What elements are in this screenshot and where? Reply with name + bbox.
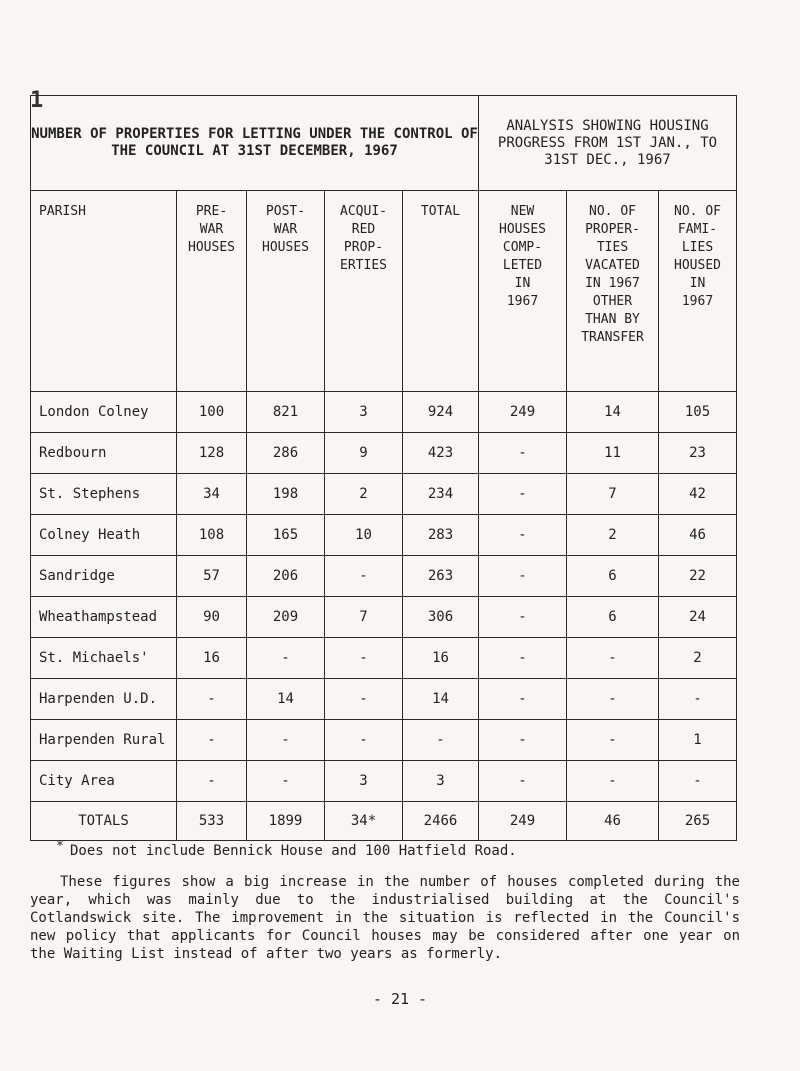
- table-cell: -: [479, 679, 567, 720]
- table-cell: 90: [177, 597, 247, 638]
- table-row: [31, 679, 737, 720]
- table-cell: -: [567, 679, 659, 720]
- table-cell: 286: [247, 433, 325, 474]
- table-cell: -: [659, 679, 737, 720]
- parish-name: Harpenden Rural: [31, 720, 177, 761]
- table-cell: 306: [403, 597, 479, 638]
- page-number: - 21 -: [372, 990, 428, 1008]
- table-cell: 2: [659, 638, 737, 679]
- col-new-houses: NEW HOUSES COMP- LETED IN 1967: [479, 191, 567, 392]
- totals-cell: 533: [177, 802, 247, 841]
- parish-name: Sandridge: [31, 556, 177, 597]
- table-cell: -: [177, 679, 247, 720]
- table-cell: 23: [659, 433, 737, 474]
- parish-name: City Area: [31, 761, 177, 802]
- table-cell: 423: [403, 433, 479, 474]
- parish-name: Redbourn: [31, 433, 177, 474]
- table-cell: 46: [659, 515, 737, 556]
- table-cell: 198: [247, 474, 325, 515]
- totals-label: TOTALS: [31, 802, 177, 841]
- footnote-marker: *: [56, 839, 64, 854]
- col-pre-war: PRE- WAR HOUSES: [177, 191, 247, 392]
- table-cell: 263: [403, 556, 479, 597]
- totals-cell: 34*: [325, 802, 403, 841]
- table-cell: 16: [403, 638, 479, 679]
- table-cell: 9: [325, 433, 403, 474]
- totals-cell: 46: [567, 802, 659, 841]
- table-cell: 16: [177, 638, 247, 679]
- parish-name: St. Stephens: [31, 474, 177, 515]
- table-row: [31, 597, 737, 638]
- totals-cell: 265: [659, 802, 737, 841]
- table-cell: -: [479, 515, 567, 556]
- table-cell: -: [247, 761, 325, 802]
- table-cell: -: [325, 556, 403, 597]
- table-cell: 14: [403, 679, 479, 720]
- table-row: [31, 556, 737, 597]
- table-cell: 11: [567, 433, 659, 474]
- table-cell: -: [247, 638, 325, 679]
- table-cell: 6: [567, 597, 659, 638]
- table-cell: -: [479, 556, 567, 597]
- table-cell: -: [567, 720, 659, 761]
- table-cell: -: [479, 761, 567, 802]
- table-cell: 7: [325, 597, 403, 638]
- footnote: [56, 839, 517, 859]
- totals-cell: 249: [479, 802, 567, 841]
- corner-mark: 1: [30, 88, 44, 113]
- progress-heading: ANALYSIS SHOWING HOUSING PROGRESS FROM 1ST JAN., TO 31ST DEC., 1967: [479, 96, 737, 191]
- table-row: [31, 515, 737, 556]
- table-row: [31, 433, 737, 474]
- table-cell: 24: [659, 597, 737, 638]
- housing-table: [30, 95, 737, 841]
- table-cell: -: [177, 761, 247, 802]
- table-cell: -: [479, 597, 567, 638]
- table-cell: 10: [325, 515, 403, 556]
- commentary-paragraph: These figures show a big increase in the number of houses completed during the year, which was mainly due to the industrialised building at the Council's Cotlandswick site. The improvement in the situation is reflected in the Council's new policy that applicants for Council houses may be considered after one year on the Waiting List instead of after two years as formerly.: [30, 874, 740, 962]
- totals-cell: 2466: [403, 802, 479, 841]
- totals-cell: 1899: [247, 802, 325, 841]
- properties-heading: NUMBER OF PROPERTIES FOR LETTING UNDER THE CONTROL OF THE COUNCIL AT 31ST DECEMBER, 1967: [31, 96, 479, 191]
- table-cell: 249: [479, 392, 567, 433]
- table-cell: 924: [403, 392, 479, 433]
- table-cell: -: [479, 433, 567, 474]
- table-cell: 105: [659, 392, 737, 433]
- table-row: [31, 392, 737, 433]
- table-cell: 234: [403, 474, 479, 515]
- table-cell: 209: [247, 597, 325, 638]
- table-cell: 34: [177, 474, 247, 515]
- col-total: TOTAL: [403, 191, 479, 392]
- table-cell: 3: [325, 392, 403, 433]
- table-cell: 42: [659, 474, 737, 515]
- table-cell: -: [403, 720, 479, 761]
- parish-name: Harpenden U.D.: [31, 679, 177, 720]
- table-cell: 206: [247, 556, 325, 597]
- table-cell: -: [479, 638, 567, 679]
- col-vacated: NO. OF PROPER- TIES VACATED IN 1967 OTHER THAN BY TRANSFER: [567, 191, 659, 392]
- table-cell: -: [177, 720, 247, 761]
- table-cell: 1: [659, 720, 737, 761]
- table-cell: 3: [403, 761, 479, 802]
- table-cell: 6: [567, 556, 659, 597]
- table-cell: -: [659, 761, 737, 802]
- parish-name: Wheathampstead: [31, 597, 177, 638]
- table-cell: 2: [325, 474, 403, 515]
- table-row: [31, 720, 737, 761]
- table-cell: 7: [567, 474, 659, 515]
- table-cell: -: [325, 679, 403, 720]
- table-cell: 14: [567, 392, 659, 433]
- table-row: [31, 761, 737, 802]
- col-post-war: POST- WAR HOUSES: [247, 191, 325, 392]
- col-parish: PARISH: [31, 191, 177, 392]
- parish-name: St. Michaels': [31, 638, 177, 679]
- table-row: [31, 474, 737, 515]
- table-cell: 100: [177, 392, 247, 433]
- footnote-text: Does not include Bennick House and 100 Hatfield Road.: [70, 843, 517, 859]
- col-acquired: ACQUI- RED PROP- ERTIES: [325, 191, 403, 392]
- table-cell: 57: [177, 556, 247, 597]
- table-cell: 821: [247, 392, 325, 433]
- table-cell: -: [479, 720, 567, 761]
- parish-name: Colney Heath: [31, 515, 177, 556]
- table-cell: 14: [247, 679, 325, 720]
- table-cell: 108: [177, 515, 247, 556]
- table-cell: -: [567, 761, 659, 802]
- table-cell: -: [567, 638, 659, 679]
- table-cell: 165: [247, 515, 325, 556]
- table-cell: 128: [177, 433, 247, 474]
- table-row: [31, 638, 737, 679]
- table-cell: 2: [567, 515, 659, 556]
- table-cell: -: [325, 638, 403, 679]
- table-cell: -: [247, 720, 325, 761]
- table-cell: -: [479, 474, 567, 515]
- col-families-housed: NO. OF FAMI- LIES HOUSED IN 1967: [659, 191, 737, 392]
- totals-row: [31, 802, 737, 841]
- table-cell: -: [325, 720, 403, 761]
- table-cell: 22: [659, 556, 737, 597]
- table-cell: 3: [325, 761, 403, 802]
- parish-name: London Colney: [31, 392, 177, 433]
- table-cell: 283: [403, 515, 479, 556]
